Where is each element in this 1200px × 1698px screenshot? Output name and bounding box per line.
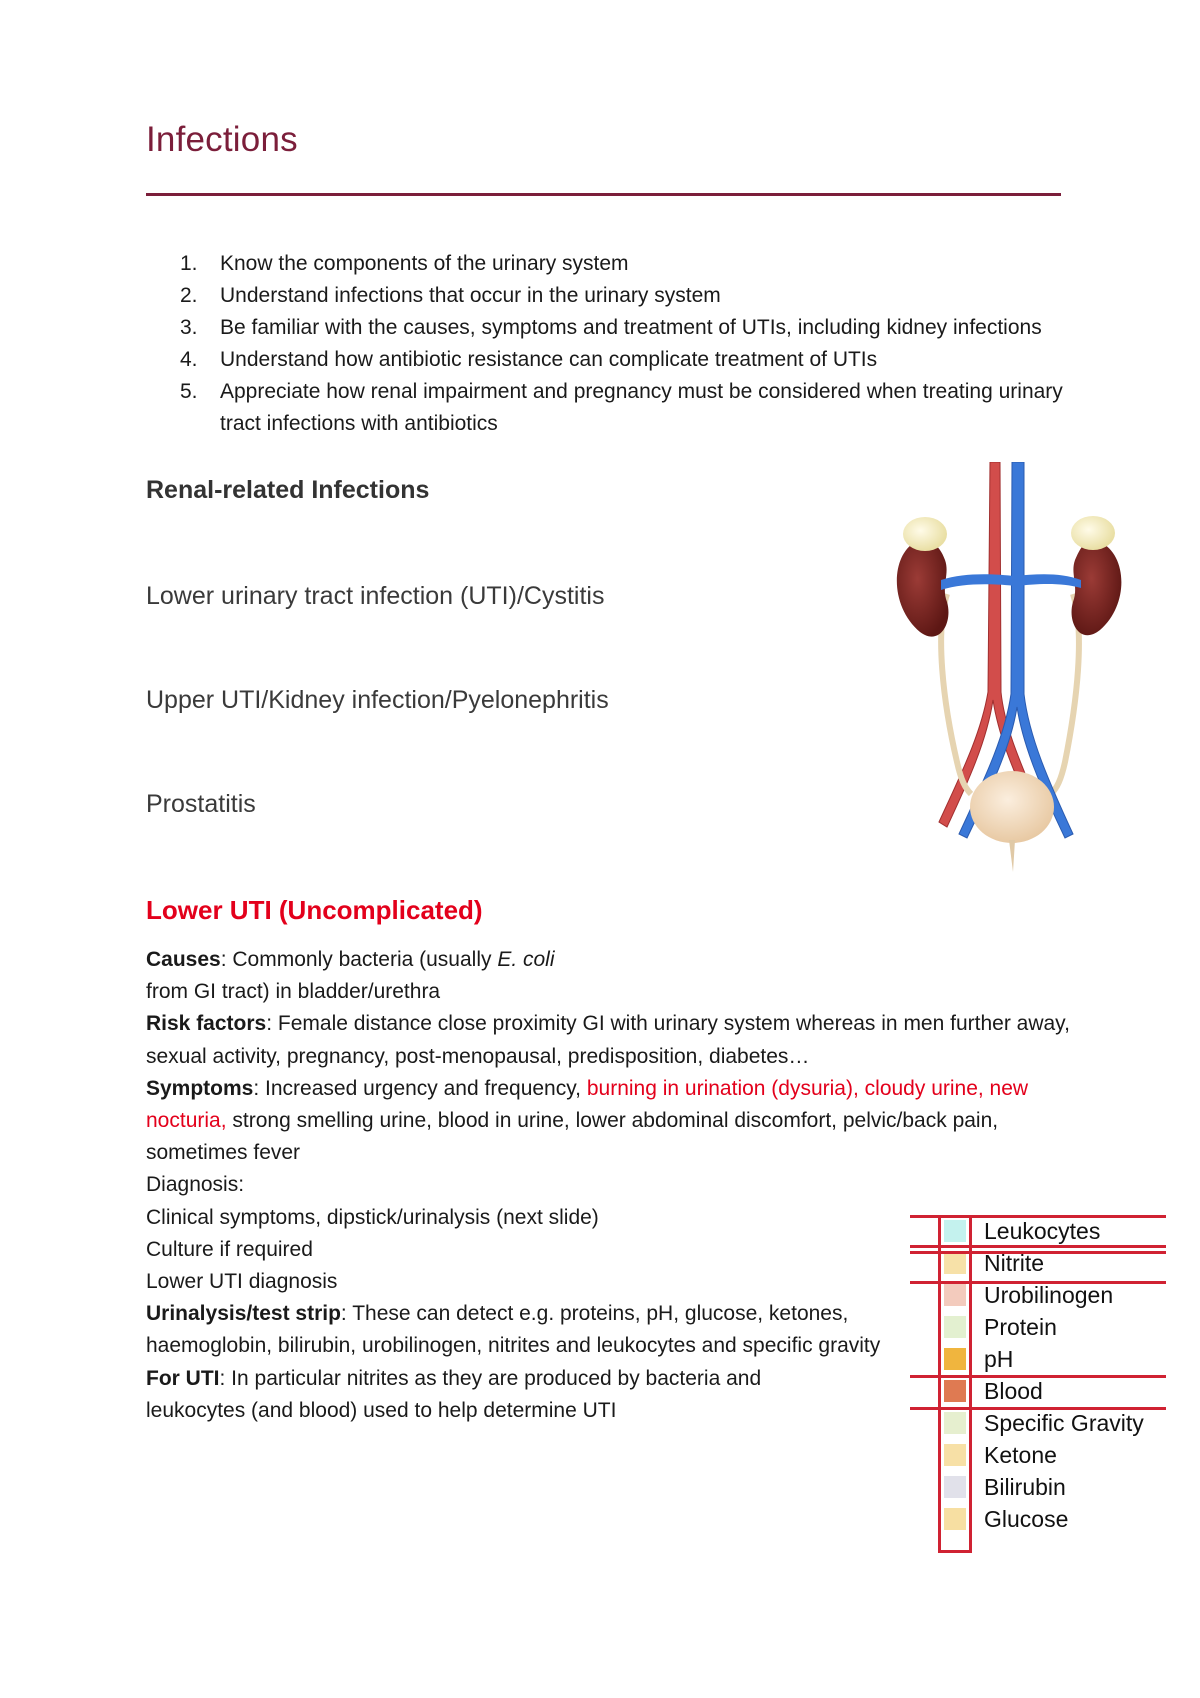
diagnosis-line: Lower UTI diagnosis [146,1270,338,1294]
objective-number: 3. [180,316,198,339]
diagnosis-line: Culture if required [146,1237,313,1261]
highlight-line [910,1251,1166,1254]
test-strip-legend [910,1215,1172,1555]
lower-uti-heading: Lower UTI (Uncomplicated) [146,895,483,925]
risk-factors-paragraph [146,1008,1086,1072]
causes-paragraph [146,944,1086,976]
highlight-line [910,1407,1166,1410]
objective-number: 2. [180,284,198,307]
symptoms-paragraph [146,1073,1086,1170]
learning-objectives-list [180,248,1080,440]
strip-label: Glucose [984,1506,1069,1532]
symptoms-highlight: burning in urination (dysuria), cloudy urine, new nocturia, [146,1076,1029,1133]
strip-label: Protein [984,1314,1057,1340]
objective-item [180,248,1080,280]
objective-item [180,312,1080,344]
objective-item [180,376,1080,440]
highlight-line [910,1281,1166,1284]
causes-organism: E. coli [497,948,555,971]
for-uti-paragraph [146,1363,846,1427]
strip-label: Blood [984,1378,1043,1404]
highlight-line [910,1375,1166,1378]
strip-label: Urobilinogen [984,1282,1114,1308]
symptoms-label: Symptoms [146,1076,254,1100]
objective-item [180,344,1080,376]
for-uti-text: : In particular nitrites as they are produced by bacteria and leukocytes (and blood) used to help determine UTI [146,1366,762,1422]
highlight-line [910,1245,1166,1248]
diagnosis-line: Clinical symptoms, dipstick/urinalysis (next slide) [146,1205,599,1229]
title-divider [146,193,1061,196]
causes-label: Causes [146,948,221,971]
risk-factors-text: : Female distance close proximity GI with urinary system whereas in men further away, sexual activity, pregnancy, post-menopausal, predisposition, diabetes… [146,1012,1070,1068]
symptoms-text: : Increased urgency and frequency, [253,1076,587,1100]
urinary-system-illustration [895,462,1125,874]
causes-continuation: from GI tract) in bladder/urethra [146,980,441,1004]
objective-number: 5. [180,380,198,403]
objective-text: Understand how antibiotic resistance can complicate treatment of UTIs [220,348,878,371]
strip-label: Leukocytes [984,1218,1101,1244]
objective-text: Know the components of the urinary system [220,252,629,275]
objective-number: 1. [180,252,198,275]
objective-item [180,280,1080,312]
strip-label: Bilirubin [984,1474,1066,1500]
strip-label: Ketone [984,1442,1057,1468]
urinalysis-paragraph [146,1298,886,1362]
strip-label: Nitrite [984,1250,1045,1276]
topic-upper-uti: Upper UTI/Kidney infection/Pyelonephritis [146,686,609,714]
urinalysis-text: : These can detect e.g. proteins, pH, glucose, ketones, haemoglobin, bilirubin, urobilinogen, nitrites and leukocytes and specific gravity [146,1302,881,1358]
renal-infections-heading: Renal-related Infections [146,476,430,504]
topic-prostatitis: Prostatitis [146,790,256,818]
for-uti-label: For UTI [146,1366,220,1390]
urinalysis-label: Urinalysis/test strip [146,1302,341,1326]
symptoms-text-rest: strong smelling urine, blood in urine, lower abdominal discomfort, pelvic/back pain, sometimes fever [146,1109,999,1165]
objective-text: Appreciate how renal impairment and pregnancy must be considered when treating urinary tract infections with antibiotics [220,380,1063,435]
risk-factors-label: Risk factors [146,1012,267,1036]
strip-label: pH [984,1346,1014,1372]
strip-outline [938,1215,972,1553]
page-title: Infections [146,120,298,159]
objective-text: Be familiar with the causes, symptoms and treatment of UTIs, including kidney infections [220,316,1042,339]
objective-number: 4. [180,348,198,371]
topic-lower-uti: Lower urinary tract infection (UTI)/Cystitis [146,582,605,610]
diagnosis-label: Diagnosis: [146,1173,245,1197]
highlight-line [910,1215,1166,1218]
objective-text: Understand infections that occur in the urinary system [220,284,721,307]
strip-label: Specific Gravity [984,1410,1144,1436]
causes-text: : Commonly bacteria (usually [220,948,498,971]
